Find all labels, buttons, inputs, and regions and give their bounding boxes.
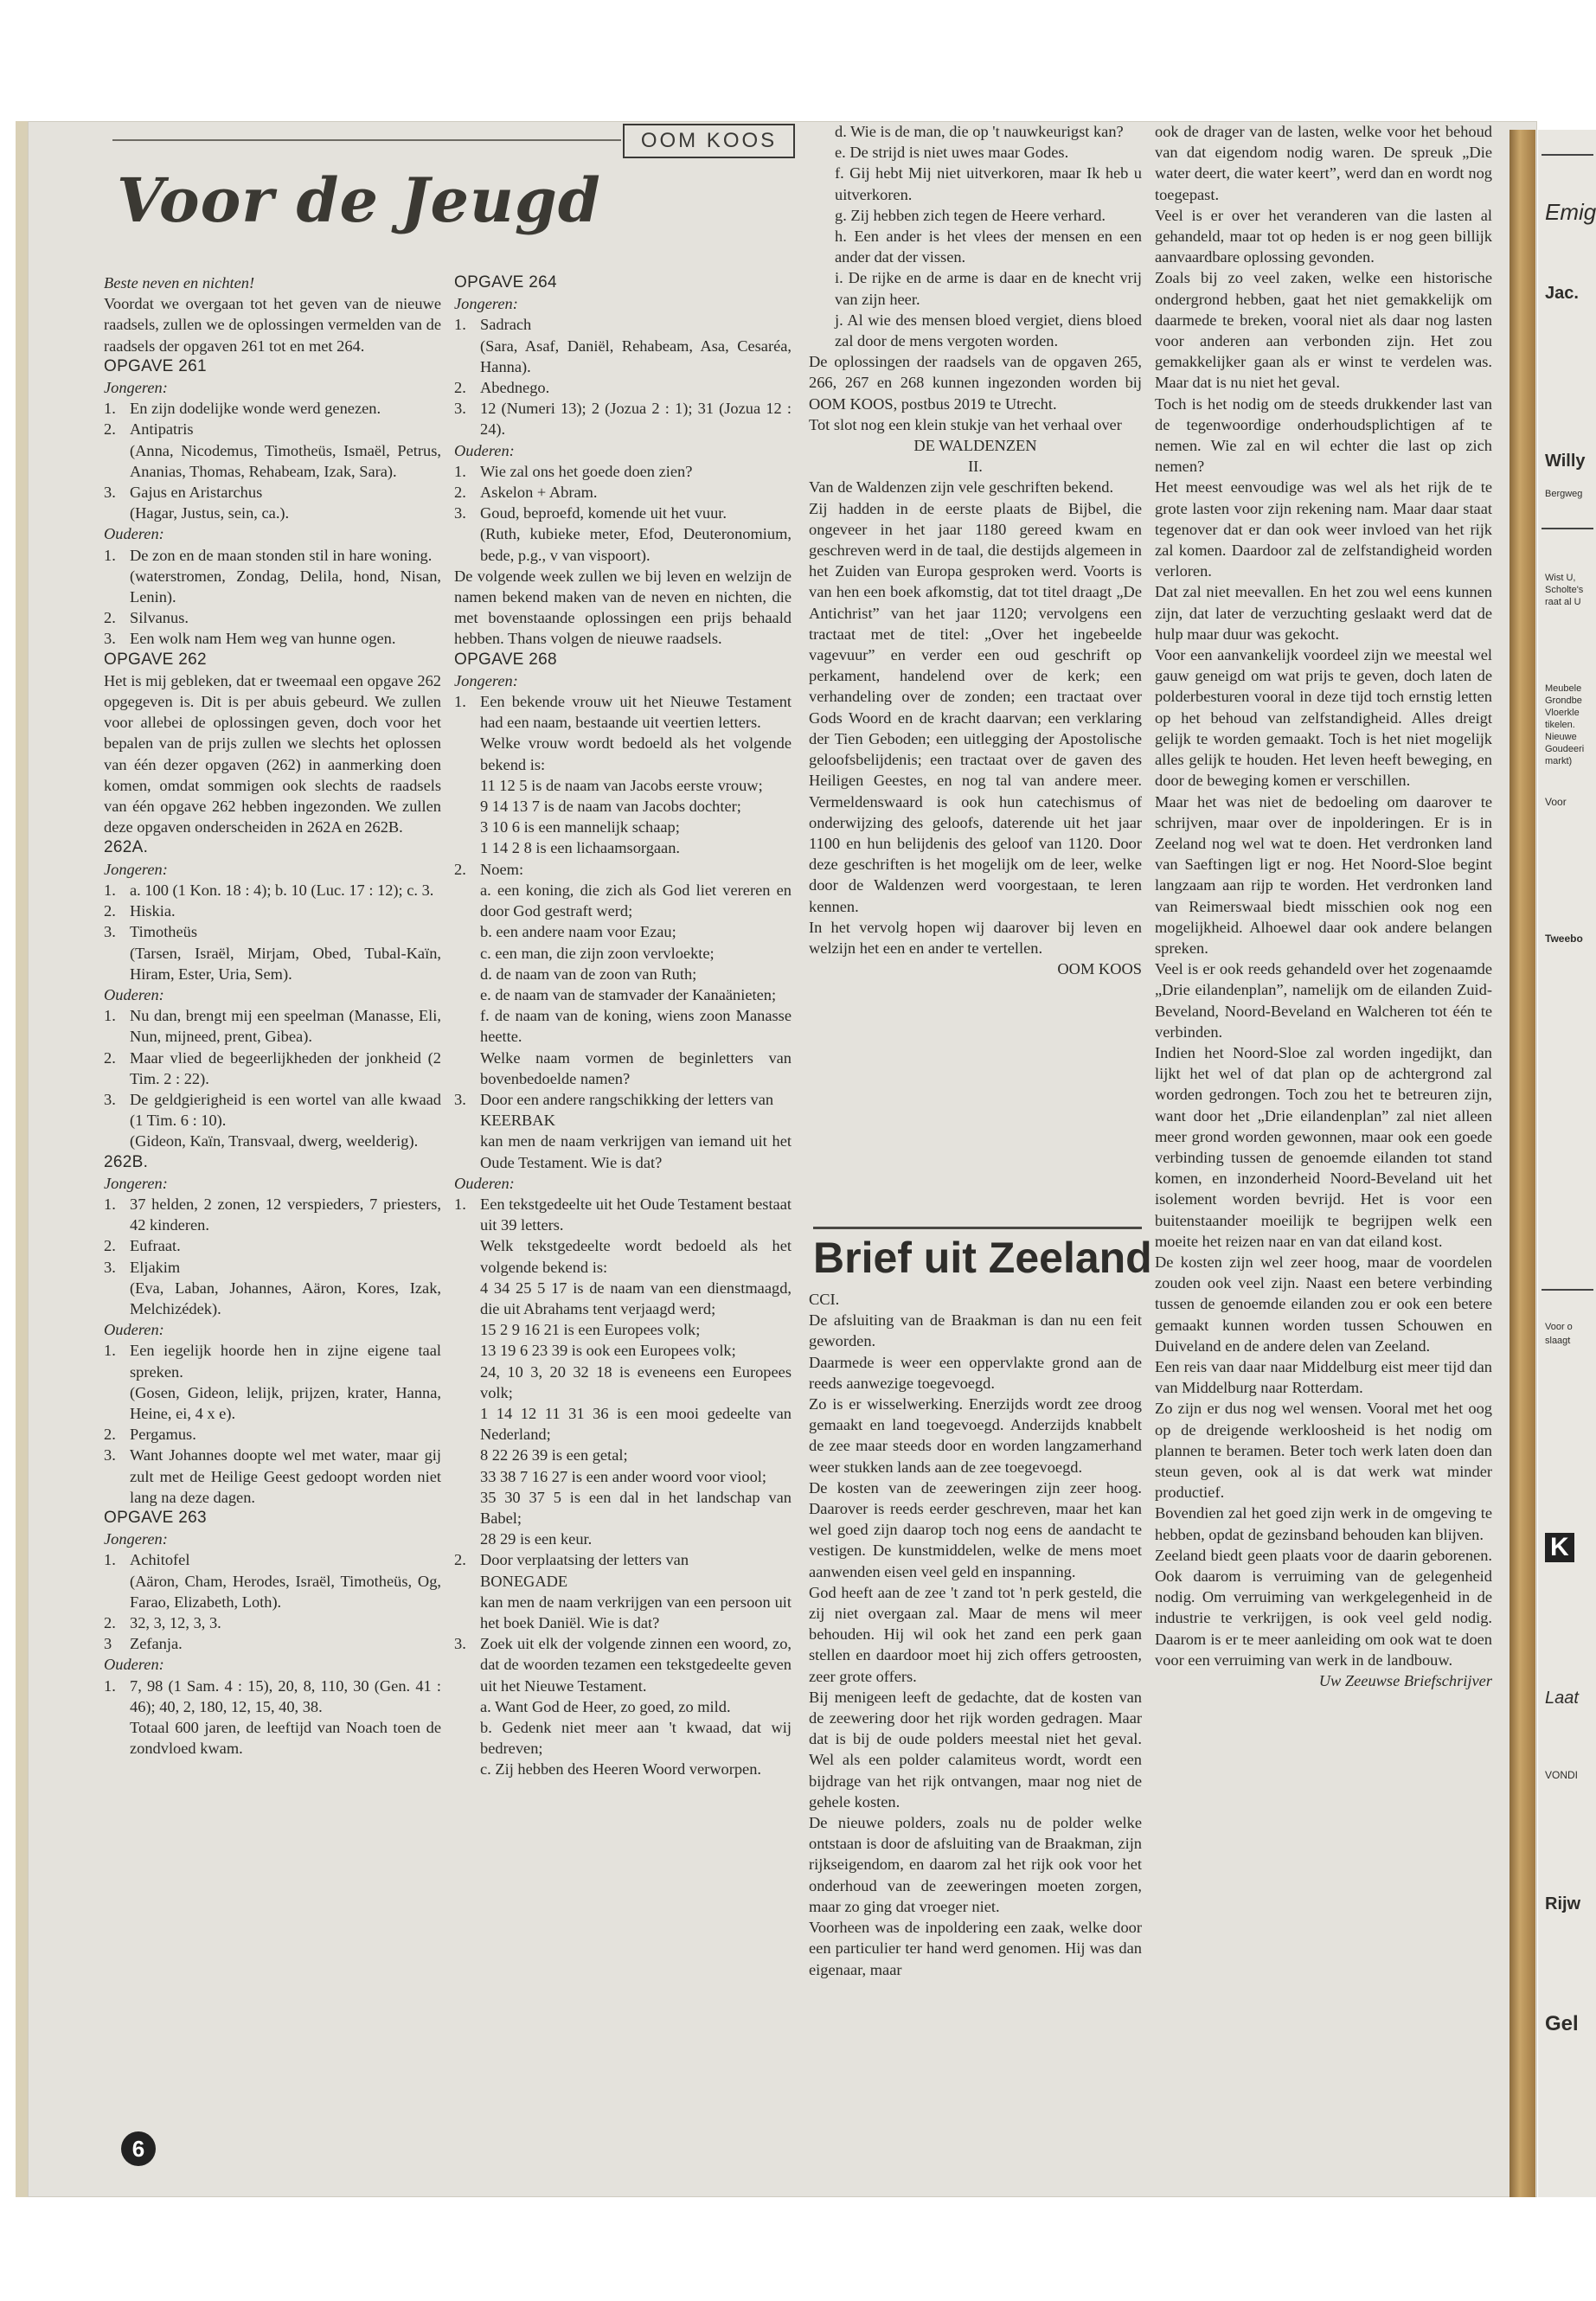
item-number: 2. xyxy=(104,1048,116,1067)
indented-text: c. een man, die zijn zoon vervloekte; xyxy=(480,944,715,962)
item-number: 2. xyxy=(104,609,116,627)
subheading: Ouderen: xyxy=(104,1656,164,1674)
list-item xyxy=(104,1257,441,1278)
indented-text: (Aäron, Cham, Herodes, Israël, Timotheüs, Og, Farao, Elizabeth, Loth). xyxy=(130,1572,441,1611)
list-item xyxy=(454,1194,792,1235)
list-item xyxy=(454,1549,792,1570)
neighbor-text: Gel xyxy=(1545,2012,1579,2035)
paragraph: De nieuwe polders, zoals nu de polder welke ontstaan is door de afsluiting van de Braakman, zijn rijkseigendom, en daarom zal het rijk ook voor het onderhoud van de zeeweringen moeten zorgen, maar zo ging dat vroeger niet. xyxy=(809,1814,1142,1915)
item-number: 3. xyxy=(454,1635,466,1653)
item-number: 2. xyxy=(104,1614,116,1631)
paragraph: De oplossingen der raadsels van de opgaven 265, 266, 267 en 268 kunnen ingezonden worden bij OOM KOOS, postbus 2019 te Utrecht. xyxy=(809,353,1142,413)
item-number: 1. xyxy=(104,881,116,899)
indented-text: (Eva, Laban, Johannes, Aäron, Kores, Izak, Melchizédek). xyxy=(130,1279,441,1317)
paragraph: Zo is er wisselwerking. Enerzijds wordt zee droog gemaakt en land toegevoegd. Anderzijds knabbelt de zee maar steeds door en worden langzamerhand weer stukken lands aan de zee toegevoegd. xyxy=(809,1395,1142,1476)
item-text: De zon en de maan stonden stil in hare woning. xyxy=(130,546,433,564)
list-item xyxy=(104,1005,441,1047)
column-3-puzzles xyxy=(809,121,1142,958)
item-text: Door verplaatsing der letters van xyxy=(480,1551,689,1569)
indented-text: Welk tekstgedeelte wordt bedoeld als het volgende bekend is: xyxy=(480,1237,792,1276)
neighbor-text: Rijw xyxy=(1545,1894,1581,1913)
indented-text: (Ruth, kubieke meter, Efod, Deuteronomium, bede, p.g., v van vispoort). xyxy=(480,525,792,564)
neighbor-text: Voor xyxy=(1545,796,1567,808)
indented-text: e. De strijd is niet uwes maar Godes. xyxy=(835,144,1069,162)
indented-text: (Hagar, Justus, sein, ca.). xyxy=(130,504,290,522)
list-item xyxy=(104,921,441,942)
indented-text: (Sara, Asaf, Daniël, Rehabeam, Asa, Cesaréa, Hanna). xyxy=(480,336,792,375)
item-text: Een wolk nam Hem weg van hunne ogen. xyxy=(130,630,396,648)
paragraph: Voor een aanvankelijk voordeel zijn we meestal wel gauw geneigd om wat prijs te geven, doch laten de polderbesturen vooral in deze tijd toch ernstig letten op het behoud van zelfstandigheid. Alles dreigt gelijk te worden gemaakt. Toch is het niet mogelijk alles gelijk te houden. Het leven heeft beweging, en door de beweging komen er verschillen. xyxy=(1155,646,1492,790)
neighbor-text: VONDI xyxy=(1545,1769,1579,1781)
list-item xyxy=(454,482,792,503)
list-item xyxy=(454,1633,792,1696)
column-3-letter xyxy=(809,1289,1142,1980)
indented-text: (waterstromen, Zondag, Delila, hond, Nisan, Lenin). xyxy=(130,567,441,606)
item-text: Askelon + Abram. xyxy=(480,484,598,502)
list-item xyxy=(104,901,441,921)
list-item xyxy=(104,1089,441,1131)
list-item xyxy=(104,398,441,419)
subheading: Jongeren: xyxy=(454,671,518,689)
letter-number: CCI. xyxy=(809,1291,840,1308)
paragraph: Maar het was niet de bedoeling om daarover te schrijven, maar over de inpolderingen. Er is in Zeeland nog wel wat te doen. Het verdronken land van Saeftingen ligt er nog. Het Noord-Sloe begint langzaam aan rijp te worden. Het verdronken land van Reimerswaal biedt misschien ook nog een mogelijkheid. Alhoewel daar ook andere belangen spreken. xyxy=(1155,792,1492,957)
salutation: Beste neven en nichten! xyxy=(104,274,255,292)
indented-text: j. Al wie des mensen bloed vergiet, diens bloed zal door de mens vergoten worden. xyxy=(835,311,1142,350)
neighbor-text: Willy xyxy=(1545,452,1586,471)
column-1 xyxy=(104,272,441,1759)
indented-text: BONEGADE xyxy=(480,1572,568,1590)
indented-text: f. de naam van de koning, wiens zoon Manasse heette. xyxy=(480,1007,792,1046)
list-item xyxy=(454,859,792,880)
section-title: Brief uit Zeeland xyxy=(813,1234,1152,1282)
subheading: Jongeren: xyxy=(104,860,168,878)
paragraph: De kosten zijn wel zeer hoog, maar de voordelen zouden ook veel zijn. Naast een betere verbinding tussen de genoemde eilanden zou er ook een betere gemaakt kunnen worden tussen Schouwen en Duiveland en de andere delen van Zeeland. xyxy=(1155,1253,1492,1355)
list-item xyxy=(104,1235,441,1256)
subheading: Jongeren: xyxy=(454,295,518,313)
paragraph: De afsluiting van de Braakman is dan nu een feit geworden. xyxy=(809,1311,1142,1350)
letter-signature: Uw Zeeuwse Briefschrijver xyxy=(1318,1672,1492,1690)
column-ribbon: OOM KOOS xyxy=(623,124,795,158)
item-number: 2. xyxy=(104,420,116,439)
section-rule xyxy=(813,1227,1142,1229)
indented-text: 1 14 2 8 is een lichaamsorgaan. xyxy=(480,839,681,857)
paragraph: Bij menigeen leeft de gedachte, dat de kosten van de zeewering door het rijk worden gedragen. Maar dat is bij de oude polders meestal niet het geval. Wel als een polder calamiteus wordt, wordt een bijdrage van het rijk ontvangen, maar nog niet de gehele kosten. xyxy=(809,1688,1142,1811)
item-number: 1. xyxy=(104,1195,116,1213)
section-heading: OPGAVE 262 xyxy=(104,650,207,669)
column-2 xyxy=(454,272,792,1780)
subheading: Ouderen: xyxy=(104,1321,164,1339)
subheading: Jongeren: xyxy=(104,1174,168,1192)
paragraph: Dat zal niet meevallen. En het zou wel eens kunnen zijn, dat later de verzuchting geslaakt werd dat de hulp maar duur was gekocht. xyxy=(1155,583,1492,643)
item-text: Silvanus. xyxy=(130,609,189,627)
indented-text: kan men de naam verkrijgen van een persoon uit het boek Daniël. Wie is dat? xyxy=(480,1593,792,1631)
indented-text: h. Een ander is het vlees der mensen en een ander dat der vissen. xyxy=(835,228,1142,266)
item-number: 2. xyxy=(104,902,116,920)
item-text: De geldgierigheid is een wortel van alle kwaad (1 Tim. 6 : 10). xyxy=(130,1090,441,1130)
indented-text: i. De rijke en de arme is daar en de knecht vrij van zijn heer. xyxy=(835,269,1142,308)
indented-text: 35 30 37 5 is een dal in het landschap van Babel; xyxy=(480,1488,792,1527)
paragraph: Daarmede is weer een oppervlakte grond aan de reeds aanwezige toegevoegd. xyxy=(809,1353,1142,1392)
subheading: Jongeren: xyxy=(104,1530,168,1548)
signature-name: OOM KOOS xyxy=(1057,960,1142,978)
page-title: Voor de Jeugd xyxy=(117,164,601,236)
item-number: 2. xyxy=(454,379,466,397)
item-number: 1. xyxy=(454,462,466,480)
paragraph: Zoals bij zo veel zaken, welke een historische ondergrond hebben, gaat het niet gemakkelijk om daarmede te breken, vooral niet als daar nog lasten voor anderen aan verbonden zijn. Het zou gemakkelijker gaan als er winst te verdelen was. Maar dat is nu niet het geval. xyxy=(1155,269,1492,392)
neighbor-text: Tweebo xyxy=(1545,933,1583,945)
list-item xyxy=(454,461,792,482)
item-number: 1. xyxy=(104,1342,116,1360)
item-text: Achitofel xyxy=(130,1551,190,1569)
neighbor-text: Nieuwe xyxy=(1545,732,1577,742)
item-text: 12 (Numeri 13); 2 (Jozua 2 : 1); 31 (Jozua 12 : 24). xyxy=(480,400,792,439)
indented-text: b. Gedenk niet meer aan 't kwaad, dat wij bedreven; xyxy=(480,1719,792,1758)
item-number: 1. xyxy=(104,400,116,418)
indented-text: a. een koning, die zich als God liet vereren en door God gestraft werd; xyxy=(480,881,792,920)
indented-text: (Tarsen, Israël, Mirjam, Obed, Tubal-Kaïn, Hiram, Ester, Uria, Sem). xyxy=(130,944,441,983)
neighbor-text: K xyxy=(1545,1533,1574,1562)
list-item xyxy=(104,628,441,649)
item-text: Eufraat. xyxy=(130,1237,181,1255)
item-text: 32, 3, 12, 3, 3. xyxy=(130,1614,221,1631)
subheading: Ouderen: xyxy=(454,441,515,459)
item-text: Gajus en Aristarchus xyxy=(130,484,263,502)
indented-text: 11 12 5 is de naam van Jacobs eerste vrouw; xyxy=(480,776,763,794)
page-number: 6 xyxy=(121,2131,156,2166)
paragraph: Indien het Noord-Sloe zal worden ingedijkt, dan lijkt het wel of dat plan op de achtergrond zal worden gedrongen. Toch zou het te betreuren zijn, want door het „Drie eilandenplan” zal niet alleen meer grond worden gewonnen, maar ook een goede verbinding tussen de genoemde eilanden tot stand komen, en inzonderheid Noord-Beveland uit het isolement worden bevrijd. Het is voor een buitenstaander moeilijk te begrijpen welk een moeite het reizen naar en van dat eiland kost. xyxy=(1155,1043,1492,1250)
item-text: Pergamus. xyxy=(130,1426,196,1444)
indented-text: 15 2 9 16 21 is een Europees volk; xyxy=(480,1321,701,1339)
item-text: Want Johannes doopte wel met water, maar gij zult met de Heilige Geest gedoopt worden niet lang na deze dagen. xyxy=(130,1446,441,1506)
list-item xyxy=(104,1048,441,1089)
indented-text: 24, 10 3, 20 32 18 is eveneens een Europees volk; xyxy=(480,1362,792,1401)
paragraph: Voordat we overgaan tot het geven van de nieuwe raadsels, zullen we de oplossingen vermelden van de raadsels der opgaven 261 tot en met 264. xyxy=(104,295,441,355)
item-number: 3. xyxy=(104,1258,116,1276)
item-number: 2. xyxy=(454,860,466,878)
indented-text: Totaal 600 jaren, de leeftijd van Noach toen de zondvloed kwam. xyxy=(130,1719,441,1758)
list-item xyxy=(454,314,792,335)
neighbor-rule xyxy=(1542,1289,1593,1291)
paragraph: Bovendien zal het goed zijn werk in de omgeving te hebben, opdat de gezinsband behouden kan blijven. xyxy=(1155,1504,1492,1543)
indented-text: KEERBAK xyxy=(480,1112,555,1130)
section-heading: OPGAVE 263 xyxy=(104,1508,207,1527)
neighbor-text: Scholte's xyxy=(1545,585,1584,595)
paragraph: God heeft aan de zee 't zand tot 'n perk gesteld, die zij niet overgaan zal. Maar de mens wil meer behouden. Hij wil ook het zand een perk gaan stellen en daardoor moet hij zich offers getroosten, zeer grote offers. xyxy=(809,1583,1142,1685)
item-number: 3. xyxy=(104,923,116,941)
centered-heading: II. xyxy=(968,458,983,476)
neighbor-rule xyxy=(1542,528,1593,529)
item-text: En zijn dodelijke wonde werd genezen. xyxy=(130,400,381,418)
indented-text: a. Want God de Heer, zo goed, zo mild. xyxy=(480,1697,731,1715)
item-number: 3. xyxy=(104,630,116,648)
list-item xyxy=(454,1089,792,1110)
indented-text: 33 38 7 16 27 is een ander woord voor viool; xyxy=(480,1467,766,1485)
list-item xyxy=(104,1340,441,1381)
indented-text: b. een andere naam voor Ezau; xyxy=(480,923,676,941)
paragraph: Voorheen was de inpoldering een zaak, welke door een particulier ter hand werd genomen. Hij was dan eigenaar, maar xyxy=(809,1919,1142,1978)
item-text: Noem: xyxy=(480,860,524,878)
indented-text: 9 14 13 7 is de naam van Jacobs dochter; xyxy=(480,798,741,816)
neighbor-text: markt) xyxy=(1545,756,1573,766)
item-text: Timotheüs xyxy=(130,923,198,941)
item-text: Goud, beproefd, komende uit het vuur. xyxy=(480,504,727,522)
letter-body xyxy=(809,1310,1142,1980)
item-text: Wie zal ons het goede doen zien? xyxy=(480,462,693,480)
list-item xyxy=(104,419,441,439)
item-text: Zefanja. xyxy=(130,1635,183,1653)
item-number: 3. xyxy=(454,1090,466,1108)
neighbor-text: Meubele xyxy=(1545,683,1582,694)
paragraph: Zij hadden in de eerste plaats de Bijbel, die ongeveer in het jaar 1180 gereed kwam en geschreven werd in de taal, die destijds algemeen in het Zuiden van Europa gesproken werd. Voorts is van hen een boek afkomstig, dat tot titel draagt „De Antichrist” van het jaar 1120; vervolgens een tractaat met de titel: „Over het ingebeelde vagevuur” en verder een oud geschrift op perkament, handelend over de kerk; een verhandeling over de zonden; een tractaat over Gods Woord en de kracht daarvan; een verklaring der Tien Geboden; een uitlegging der Apostolische geloofsbelijdenis; een tractaat over de gaven des Heiligen Geestes, en nog tal van andere meer. Vermeldenswaard is ook hun catechismus of onderwijzing des geloofs, daterende uit het jaar 1100 en hun belijdenis des geloof van 1120. Door deze geschriften is het mogelijk om de leer, welke door de Waldenzen werd voorgestaan, te leren kennen. xyxy=(809,499,1142,915)
neighbor-text: Emig xyxy=(1545,199,1596,225)
centered-heading: DE WALDENZEN xyxy=(913,437,1037,455)
list-item xyxy=(104,545,441,566)
subheading: Ouderen: xyxy=(454,1174,515,1192)
paragraph: Een reis van daar naar Middelburg eist meer tijd dan van Middelburg naar Rotterdam. xyxy=(1155,1357,1492,1397)
section-heading: OPGAVE 268 xyxy=(454,650,557,669)
indented-text: kan men de naam verkrijgen van iemand uit het Oude Testament. Wie is dat? xyxy=(480,1132,792,1171)
list-item xyxy=(104,880,441,901)
paragraph: De volgende week zullen we bij leven en welzijn de namen bekend maken van de neven en nichten, die met bovenstaande oplossingen een prijs behaald hebben. Thans volgen de nieuwe raadsels. xyxy=(454,567,792,648)
item-text: 37 helden, 2 zonen, 12 verspieders, 7 priesters, 42 kinderen. xyxy=(130,1195,441,1234)
list-item xyxy=(104,1633,441,1654)
item-number: 2. xyxy=(104,1237,116,1255)
item-number: 1. xyxy=(104,1676,116,1695)
paragraph: Veel is er over het veranderen van die lasten al gehandeld, maar tot op heden is er nog geen billijk aanvaardbare oplossing gevonden. xyxy=(1155,206,1492,266)
paragraph: Het is mij gebleken, dat er tweemaal een opgave 262 opgegeven is. Dit is per abuis gebeurd. We zullen voor allebei de oplossingen geven, doch voor het bepalen van de prijs zullen we slechts het oplossen van één dezer opgaven (262) in aanmerking doen komen, omdat sommigen ook slechts de raadsels van één opgave 262 hebben ingezonden. We zullen deze opgaven onderscheiden in 262A en 262B. xyxy=(104,671,441,836)
indented-text: d. Wie is de man, die op 't nauwkeurigst kan? xyxy=(835,123,1124,140)
paragraph: In het vervolg hopen wij daarover bij leven en welzijn het een en ander te vertellen. xyxy=(809,918,1142,957)
subheading: Ouderen: xyxy=(104,985,164,1003)
subheading: Jongeren: xyxy=(104,379,168,397)
item-number: 3. xyxy=(454,504,466,522)
paragraph: De kosten van de zeeweringen zijn zeer hoog. Daarover is reeds eerder geschreven, maar het kan wel goed zijn daarop toch nog eens de aandacht te vestigen. De kunstmiddelen, welke de mens moet aanwenden eisen veel geld en inspanning. xyxy=(809,1478,1142,1580)
item-number: 1. xyxy=(104,546,116,564)
item-text: Hiskia. xyxy=(130,902,176,920)
indented-text: 1 14 12 11 31 36 is een mooi gedeelte van Nederland; xyxy=(480,1404,792,1444)
paragraph: ook de drager van de lasten, welke voor het behoud van dat eigendom nodig waren. De spreuk „Die water deert, die water keert”, werd dan en wordt nog toegepast. xyxy=(1155,123,1492,203)
neighbor-text: Bergweg xyxy=(1545,489,1583,499)
item-text: Een iegelijk hoorde hen in zijne eigene taal spreken. xyxy=(130,1342,441,1381)
item-number: 1. xyxy=(454,316,466,334)
indented-text: e. de naam van de stamvader der Kanaänieten; xyxy=(480,985,777,1003)
list-item xyxy=(104,1194,441,1235)
section-heading: 262B. xyxy=(104,1152,149,1171)
paragraph: Toch is het nodig om de steeds drukkender last van de tegenwoordige onderhoudsplichtigen af te nemen. Wie zal en wil echter die last op zich nemen? xyxy=(1155,394,1492,476)
subheading: Ouderen: xyxy=(104,525,164,543)
letter-body-continued xyxy=(1155,121,1492,1670)
item-text: Een bekende vrouw uit het Nieuwe Testament had een naam, bestaande uit veertien letters. xyxy=(480,693,792,732)
indented-text: c. Zij hebben des Heeren Woord verworpen. xyxy=(480,1760,762,1779)
section-heading: OPGAVE 261 xyxy=(104,356,207,375)
page-binding xyxy=(1509,130,1535,2197)
neighbor-text: Vloerkle xyxy=(1545,708,1580,718)
neighbor-text: Goudeeri xyxy=(1545,744,1585,754)
list-item xyxy=(454,503,792,523)
item-number: 3. xyxy=(104,1090,116,1108)
neighbor-text: Grondbe xyxy=(1545,695,1582,706)
item-number: 3. xyxy=(104,1446,116,1465)
indented-text: (Anna, Nicodemus, Timotheüs, Ismaël, Petrus, Ananias, Thomas, Rehabeam, Izak, Sara). xyxy=(130,441,441,480)
neighbor-text: raat al U xyxy=(1545,597,1581,607)
item-number: 1. xyxy=(104,1007,116,1025)
item-text: Maar vlied de begeerlijkheden der jonkheid (2 Tim. 2 : 22). xyxy=(130,1048,441,1087)
item-text: Nu dan, brengt mij een speelman (Manasse, Eli, Nun, mijneed, prent, Gibea). xyxy=(130,1007,441,1046)
indented-text: (Gosen, Gideon, lelijk, prijzen, krater, Hanna, Heine, ei, 4 x e). xyxy=(130,1383,441,1422)
indented-text: f. Gij hebt Mij niet uitverkoren, maar Ik heb u uitverkoren. xyxy=(835,164,1142,203)
indented-text: 4 34 25 5 17 is de naam van een dienstmaagd, die uit Abrahams tent verjaagd werd; xyxy=(480,1279,792,1317)
list-item xyxy=(104,1424,441,1445)
neighbor-text: slaagt xyxy=(1545,1336,1571,1346)
neighbor-text: Voor o xyxy=(1545,1322,1573,1332)
list-item xyxy=(104,1549,441,1570)
column-3 xyxy=(809,121,1142,979)
paragraph: Veel is er ook reeds gehandeld over het zogenaamde „Drie eilandenplan”, namelijk om de eilanden Zuid-Beveland, Noord-Beveland en Walcheren tot één te verbinden. xyxy=(1155,960,1492,1041)
indented-text: Welke naam vormen de beginletters van bovenbedoelde namen? xyxy=(480,1048,792,1087)
item-number: 1. xyxy=(104,1551,116,1569)
paragraph: Van de Waldenzen zijn vele geschriften bekend. xyxy=(809,478,1114,497)
neighbor-rule xyxy=(1542,154,1593,156)
item-number: 1. xyxy=(454,693,466,711)
indented-text: g. Zij hebben zich tegen de Heere verhard. xyxy=(835,206,1106,224)
signature xyxy=(809,958,1142,979)
indented-text: 28 29 is een keur. xyxy=(480,1530,593,1548)
item-text: Antipatris xyxy=(130,420,194,439)
item-text: a. 100 (1 Kon. 18 : 4); b. 10 (Luc. 17 : 12); c. 3. xyxy=(130,881,434,899)
column-4 xyxy=(1155,121,1492,1691)
neighbor-text: Laat xyxy=(1545,1689,1579,1708)
item-number: 3 xyxy=(104,1635,112,1653)
item-text: Zoek uit elk der volgende zinnen een woord, zo, dat de woorden tezamen een tekstgedeelte geven uit het Nieuwe Testament. xyxy=(480,1635,792,1695)
item-number: 2. xyxy=(104,1426,116,1444)
section-heading: OPGAVE 264 xyxy=(454,273,557,292)
item-text: Eljakim xyxy=(130,1258,181,1276)
indented-text: 13 19 6 23 39 is ook een Europees volk; xyxy=(480,1342,736,1360)
list-item xyxy=(104,1612,441,1633)
neighbor-text: Jac. xyxy=(1545,284,1579,303)
list-item xyxy=(454,377,792,398)
list-item xyxy=(454,398,792,439)
list-item xyxy=(104,1445,441,1508)
paragraph: Zo zijn er dus nog wel wensen. Vooral met het oog op de dreigende werkloosheid is het nodig om plannen te beramen. Beter toch werk laten doen dan steun geven, ook al is dat werk wat minder productief. xyxy=(1155,1400,1492,1502)
paragraph: Het meest eenvoudige was wel als het rijk de te grote lasten voor zijn rekening nam. Maar daar staat tegenover dat er dan ook weer invloed van het rijk zal komen. Daardoor zal de zelfstandigheid worden verloren. xyxy=(1155,478,1492,580)
indented-text: Welke vrouw wordt bedoeld als het volgende bekend is: xyxy=(480,734,792,773)
neighbor-text: Wist U, xyxy=(1545,573,1576,583)
item-number: 2. xyxy=(454,484,466,502)
item-text: 7, 98 (1 Sam. 4 : 15), 20, 8, 110, 30 (Gen. 41 : 46); 40, 2, 180, 12, 15, 40, 38. xyxy=(130,1676,441,1715)
item-number: 1. xyxy=(454,1195,466,1213)
item-number: 2. xyxy=(454,1551,466,1569)
indented-text: 3 10 6 is een mannelijk schaap; xyxy=(480,818,680,836)
item-number: 3. xyxy=(104,484,116,502)
item-text: Sadrach xyxy=(480,316,532,334)
paragraph: Zeeland biedt geen plaats voor de daarin geborenen. Ook daarom is verruiming van de gelegenheid nodig. Om verruiming van werkgelegenheid in de industrie te verkrijgen, is ook veel geld nodig. Daarom is er te meer aanleiding om ook wat te doen voor een verruiming van werk in de landbouw. xyxy=(1155,1546,1492,1669)
item-text: Abednego. xyxy=(480,379,550,397)
list-item xyxy=(104,482,441,503)
list-item xyxy=(104,607,441,628)
item-text: Door een andere rangschikking der letters van xyxy=(480,1090,774,1108)
section-heading: 262A. xyxy=(104,838,149,857)
paragraph: Tot slot nog een klein stukje van het verhaal over xyxy=(809,415,1122,433)
neighbor-page-edge xyxy=(1538,130,1596,2197)
list-item xyxy=(454,691,792,733)
indented-text: (Gideon, Kaïn, Transvaal, dwerg, weelderig). xyxy=(130,1132,419,1150)
neighbor-text: tikelen. xyxy=(1545,720,1575,730)
header-rule xyxy=(112,139,621,141)
indented-text: 8 22 26 39 is een getal; xyxy=(480,1446,628,1465)
list-item xyxy=(104,1676,441,1717)
item-text: Een tekstgedeelte uit het Oude Testament bestaat uit 39 letters. xyxy=(480,1195,792,1234)
item-number: 3. xyxy=(454,400,466,418)
indented-text: d. de naam van de zoon van Ruth; xyxy=(480,965,697,983)
